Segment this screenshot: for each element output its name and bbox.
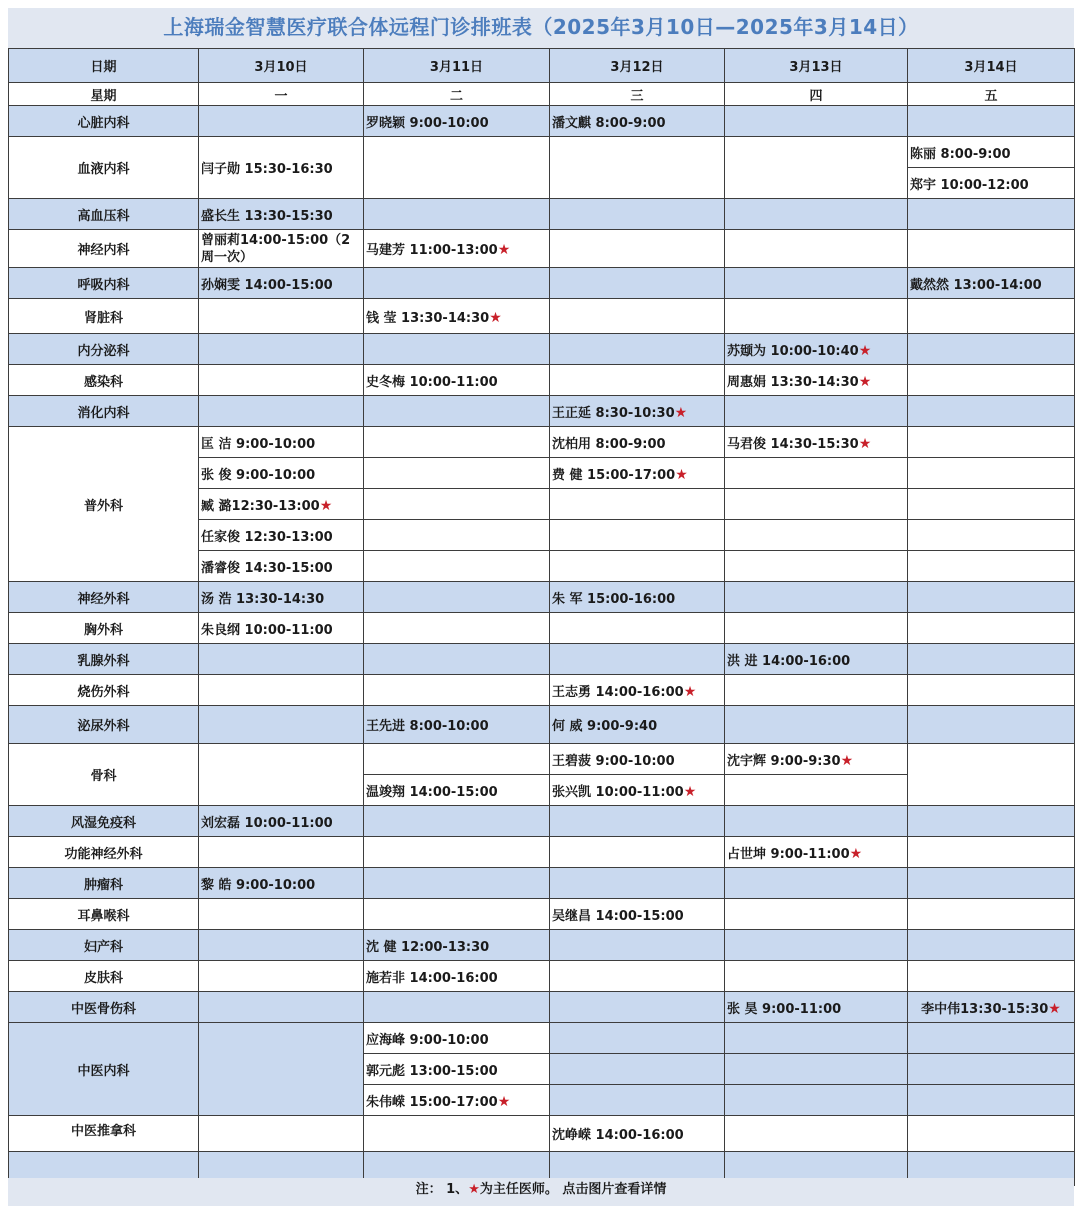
doctor-slot: 臧 潞12:30-13:00 xyxy=(201,498,320,514)
table-row xyxy=(9,961,1075,992)
schedule-cell xyxy=(364,489,550,520)
table-row xyxy=(9,930,1075,961)
schedule-cell xyxy=(725,837,908,868)
star-icon: ★ xyxy=(675,466,688,483)
doctor-slot: 马君俊 14:30-15:30 xyxy=(727,436,859,452)
schedule-cell xyxy=(908,365,1075,396)
table-row xyxy=(9,744,1075,775)
schedule-cell xyxy=(908,489,1075,520)
schedule-cell xyxy=(908,520,1075,551)
schedule-cell xyxy=(725,775,908,806)
doctor-slot: 温竣翔 14:00-15:00 xyxy=(366,784,498,800)
dept-name: 胸外科 xyxy=(9,613,199,644)
schedule-cell xyxy=(364,806,550,837)
schedule-cell xyxy=(908,334,1075,365)
schedule-cell xyxy=(364,1116,550,1152)
schedule-cell xyxy=(364,644,550,675)
schedule-cell xyxy=(550,930,725,961)
table-row xyxy=(9,199,1075,230)
schedule-cell xyxy=(908,930,1075,961)
schedule-cell xyxy=(725,868,908,899)
table-row xyxy=(9,899,1075,930)
schedule-cell xyxy=(725,520,908,551)
schedule-cell xyxy=(199,106,364,137)
doctor-slot: 施若非 14:00-16:00 xyxy=(366,970,498,986)
star-icon: ★ xyxy=(674,404,688,421)
schedule-cell xyxy=(199,551,364,582)
schedule-cell xyxy=(725,299,908,334)
schedule-cell xyxy=(725,365,908,396)
schedule-cell xyxy=(550,334,725,365)
schedule-cell xyxy=(725,1085,908,1116)
note-prefix: 注： 1、 xyxy=(415,1182,469,1197)
schedule-cell xyxy=(550,644,725,675)
schedule-cell xyxy=(199,930,364,961)
schedule-cell xyxy=(550,365,725,396)
schedule-cell xyxy=(199,644,364,675)
schedule-cell xyxy=(364,868,550,899)
star-icon: ★ xyxy=(683,683,697,700)
schedule-cell xyxy=(199,458,364,489)
schedule-cell xyxy=(199,961,364,992)
schedule-cell xyxy=(725,613,908,644)
schedule-cell xyxy=(908,396,1075,427)
schedule-cell xyxy=(908,582,1075,613)
star-icon: ★ xyxy=(468,1182,480,1197)
schedule-cell xyxy=(364,427,550,458)
table-row xyxy=(9,106,1075,137)
schedule-cell xyxy=(199,230,364,268)
table-row xyxy=(9,230,1075,268)
date-header-label: 日期 xyxy=(9,49,199,83)
schedule-cell xyxy=(199,137,364,199)
schedule-cell xyxy=(550,1116,725,1152)
table-row xyxy=(9,1116,1075,1152)
schedule-cell xyxy=(725,230,908,268)
schedule-cell xyxy=(908,106,1075,137)
table-row xyxy=(9,582,1075,613)
schedule-cell xyxy=(550,230,725,268)
table-row xyxy=(9,299,1075,334)
table-row xyxy=(9,427,1075,458)
schedule-cell xyxy=(725,1116,908,1152)
schedule-cell xyxy=(364,744,550,775)
table-row xyxy=(9,137,1075,168)
doctor-slot: 闫子勋 15:30-16:30 xyxy=(201,162,333,177)
schedule-cell xyxy=(908,299,1075,334)
header-row-dates xyxy=(9,49,1075,83)
schedule-cell xyxy=(908,458,1075,489)
schedule-cell xyxy=(725,899,908,930)
schedule-cell xyxy=(550,396,725,427)
schedule-cell xyxy=(550,137,725,199)
doctor-slot: 王志勇 14:00-16:00 xyxy=(552,684,684,700)
schedule-cell xyxy=(550,837,725,868)
doctor-slot: 郑宇 10:00-12:00 xyxy=(910,177,1029,193)
schedule-cell xyxy=(199,299,364,334)
doctor-slot: 黎 皓 9:00-10:00 xyxy=(201,877,316,893)
doctor-slot: 潘睿俊 14:30-15:00 xyxy=(201,560,333,576)
schedule-table xyxy=(8,48,1075,1186)
schedule-cell xyxy=(199,365,364,396)
star-icon: ★ xyxy=(858,435,872,452)
doctor-slot: 王正延 8:30-10:30 xyxy=(552,405,675,421)
doctor-slot: 王先进 8:00-10:00 xyxy=(366,719,489,734)
doctor-slot: 曾丽莉14:00-15:00（2周一次） xyxy=(201,232,351,265)
schedule-cell xyxy=(908,675,1075,706)
date-thu: 3月13日 xyxy=(725,49,908,83)
schedule-cell xyxy=(725,1023,908,1054)
dept-name: 风湿免疫科 xyxy=(9,806,199,837)
schedule-cell xyxy=(725,427,908,458)
doctor-slot: 陈丽 8:00-9:00 xyxy=(910,146,1011,162)
schedule-cell xyxy=(908,1023,1075,1054)
schedule-cell xyxy=(550,427,725,458)
schedule-cell xyxy=(364,334,550,365)
schedule-cell xyxy=(550,613,725,644)
doctor-slot: 周惠娟 13:30-14:30 xyxy=(727,374,859,390)
weekday-fri: 五 xyxy=(908,83,1075,106)
date-wed: 3月12日 xyxy=(550,49,725,83)
schedule-cell xyxy=(364,775,550,806)
table-row xyxy=(9,837,1075,868)
doctor-slot: 沈柏用 8:00-9:00 xyxy=(552,436,666,452)
dept-name: 肿瘤科 xyxy=(9,868,199,899)
table-row xyxy=(9,806,1075,837)
schedule-cell xyxy=(364,299,550,334)
dept-name: 中医推拿科 xyxy=(9,1116,199,1152)
schedule-cell xyxy=(550,899,725,930)
schedule-cell xyxy=(908,961,1075,992)
doctor-slot: 戴然然 13:00-14:00 xyxy=(910,277,1042,293)
header-row-weekdays xyxy=(9,83,1075,106)
doctor-slot: 张 昊 9:00-11:00 xyxy=(727,1001,842,1017)
schedule-cell xyxy=(199,706,364,744)
schedule-cell xyxy=(550,299,725,334)
schedule-cell xyxy=(550,706,725,744)
schedule-cell xyxy=(725,806,908,837)
schedule-cell xyxy=(364,1054,550,1085)
schedule-cell xyxy=(364,458,550,489)
schedule-cell xyxy=(364,551,550,582)
schedule-cell xyxy=(908,837,1075,868)
schedule-cell xyxy=(550,775,725,806)
schedule-cell xyxy=(364,582,550,613)
doctor-slot: 王碧菠 9:00-10:00 xyxy=(552,753,675,769)
schedule-cell xyxy=(550,1085,725,1116)
doctor-slot: 任家俊 12:30-13:00 xyxy=(201,529,333,545)
schedule-cell xyxy=(550,551,725,582)
star-icon: ★ xyxy=(497,1093,511,1110)
star-icon: ★ xyxy=(319,497,333,514)
dept-name: 妇产科 xyxy=(9,930,199,961)
doctor-slot: 史冬梅 10:00-11:00 xyxy=(366,374,498,390)
date-mon: 3月10日 xyxy=(199,49,364,83)
schedule-cell xyxy=(364,675,550,706)
doctor-slot: 李中伟13:30-15:30 xyxy=(921,1001,1049,1017)
doctor-slot: 沈峥嵘 14:00-16:00 xyxy=(552,1128,684,1143)
schedule-cell xyxy=(199,675,364,706)
schedule-cell xyxy=(908,744,1075,806)
schedule-cell xyxy=(199,520,364,551)
schedule-cell xyxy=(364,137,550,199)
schedule-cell xyxy=(550,868,725,899)
schedule-cell xyxy=(908,199,1075,230)
star-icon: ★ xyxy=(489,309,502,326)
doctor-slot: 吴继昌 14:00-15:00 xyxy=(552,908,684,924)
schedule-cell xyxy=(908,1116,1075,1152)
schedule-cell xyxy=(199,837,364,868)
doctor-slot: 孙娴雯 14:00-15:00 xyxy=(201,277,333,293)
schedule-cell xyxy=(364,706,550,744)
dept-name: 耳鼻喉科 xyxy=(9,899,199,930)
schedule-cell xyxy=(908,644,1075,675)
schedule-cell xyxy=(199,613,364,644)
schedule-cell xyxy=(725,744,908,775)
schedule-cell xyxy=(725,992,908,1023)
doctor-slot: 匡 洁 9:00-10:00 xyxy=(201,436,316,452)
dept-name: 心脏内科 xyxy=(9,106,199,137)
date-tue: 3月11日 xyxy=(364,49,550,83)
doctor-slot: 苏颋为 10:00-10:40 xyxy=(727,343,859,359)
dept-name: 呼吸内科 xyxy=(9,268,199,299)
schedule-cell xyxy=(908,230,1075,268)
star-icon: ★ xyxy=(858,342,872,359)
table-row xyxy=(9,613,1075,644)
table-row xyxy=(9,992,1075,1023)
dept-name: 感染科 xyxy=(9,365,199,396)
schedule-cell xyxy=(725,551,908,582)
schedule-cell xyxy=(908,1054,1075,1085)
doctor-slot: 张兴凯 10:00-11:00 xyxy=(552,784,684,800)
table-row xyxy=(9,868,1075,899)
schedule-cell xyxy=(550,675,725,706)
schedule-cell xyxy=(908,899,1075,930)
schedule-cell xyxy=(364,930,550,961)
doctor-slot: 马建芳 11:00-13:00 xyxy=(366,243,498,258)
dept-name: 消化内科 xyxy=(9,396,199,427)
schedule-cell xyxy=(725,961,908,992)
schedule-cell xyxy=(725,706,908,744)
dept-name: 骨科 xyxy=(9,744,199,806)
schedule-cell xyxy=(725,268,908,299)
weekday-header-label: 星期 xyxy=(9,83,199,106)
schedule-cell xyxy=(364,1023,550,1054)
doctor-slot: 潘文麒 8:00-9:00 xyxy=(552,115,666,131)
schedule-cell xyxy=(550,961,725,992)
table-row xyxy=(9,644,1075,675)
schedule-cell xyxy=(725,106,908,137)
date-fri: 3月14日 xyxy=(908,49,1075,83)
schedule-cell xyxy=(908,551,1075,582)
schedule-cell xyxy=(199,744,364,806)
schedule-cell xyxy=(364,106,550,137)
schedule-cell xyxy=(199,396,364,427)
weekday-tue: 二 xyxy=(364,83,550,106)
schedule-cell xyxy=(725,644,908,675)
weekday-mon: 一 xyxy=(199,83,364,106)
schedule-cell xyxy=(550,106,725,137)
schedule-cell xyxy=(364,230,550,268)
schedule-cell xyxy=(364,1085,550,1116)
star-icon: ★ xyxy=(858,373,872,390)
dept-name: 神经内科 xyxy=(9,230,199,268)
schedule-cell xyxy=(725,458,908,489)
doctor-slot: 沈宇辉 9:00-9:30 xyxy=(727,753,841,769)
schedule-cell xyxy=(364,520,550,551)
dept-name: 皮肤科 xyxy=(9,961,199,992)
doctor-slot: 罗晓颖 9:00-10:00 xyxy=(366,115,489,131)
schedule-cell xyxy=(199,268,364,299)
schedule-cell xyxy=(908,806,1075,837)
schedule-cell xyxy=(199,1116,364,1152)
doctor-slot: 洪 进 14:00-16:00 xyxy=(727,653,851,669)
doctor-slot: 费 健 15:00-17:00 xyxy=(552,467,676,483)
table-row xyxy=(9,706,1075,744)
dept-name: 内分泌科 xyxy=(9,334,199,365)
schedule-cell xyxy=(908,268,1075,299)
schedule-cell xyxy=(908,992,1075,1023)
schedule-cell xyxy=(725,489,908,520)
dept-name: 泌尿外科 xyxy=(9,706,199,744)
dept-name: 血液内科 xyxy=(9,137,199,199)
schedule-cell xyxy=(199,334,364,365)
weekday-thu: 四 xyxy=(725,83,908,106)
schedule-cell xyxy=(550,199,725,230)
schedule-cell xyxy=(725,582,908,613)
schedule-cell xyxy=(364,268,550,299)
schedule-cell xyxy=(364,396,550,427)
schedule-cell xyxy=(908,427,1075,458)
note-text: 为主任医师。 点击图片查看详情 xyxy=(479,1182,667,1197)
dept-name: 中医内科 xyxy=(9,1023,199,1116)
schedule-cell xyxy=(550,1054,725,1085)
doctor-slot: 何 威 9:00-9:40 xyxy=(552,719,658,734)
dept-name: 高血压科 xyxy=(9,199,199,230)
table-row xyxy=(9,1023,1075,1054)
schedule-cell xyxy=(908,613,1075,644)
schedule-cell xyxy=(199,199,364,230)
schedule-cell xyxy=(550,806,725,837)
page-title: 上海瑞金智慧医疗联合体远程门诊排班表（2025年3月10日—2025年3月14日） xyxy=(8,8,1074,48)
schedule-cell xyxy=(364,199,550,230)
doctor-slot: 刘宏磊 10:00-11:00 xyxy=(201,815,333,831)
dept-name: 神经外科 xyxy=(9,582,199,613)
schedule-cell xyxy=(908,137,1075,168)
weekday-wed: 三 xyxy=(550,83,725,106)
schedule-cell xyxy=(725,396,908,427)
schedule-cell xyxy=(550,268,725,299)
schedule-cell xyxy=(908,868,1075,899)
schedule-cell xyxy=(550,992,725,1023)
schedule-cell xyxy=(199,427,364,458)
table-row xyxy=(9,365,1075,396)
schedule-cell xyxy=(908,1085,1075,1116)
schedule-cell xyxy=(199,582,364,613)
star-icon: ★ xyxy=(683,783,697,800)
doctor-slot: 朱 军 15:00-16:00 xyxy=(552,591,676,607)
schedule-cell xyxy=(725,334,908,365)
schedule-cell xyxy=(725,675,908,706)
doctor-slot: 郭元彪 13:00-15:00 xyxy=(366,1063,498,1079)
doctor-slot: 张 俊 9:00-10:00 xyxy=(201,467,316,483)
schedule-cell xyxy=(908,706,1075,744)
doctor-slot: 钱 莹 13:30-14:30 xyxy=(366,310,490,326)
schedule-cell xyxy=(199,489,364,520)
schedule-cell xyxy=(199,899,364,930)
doctor-slot: 占世坤 9:00-11:00 xyxy=(727,846,850,862)
schedule-cell xyxy=(550,520,725,551)
dept-name: 中医骨伤科 xyxy=(9,992,199,1023)
table-row xyxy=(9,675,1075,706)
schedule-cell xyxy=(364,613,550,644)
schedule-cell xyxy=(364,365,550,396)
schedule-cell xyxy=(199,806,364,837)
star-icon: ★ xyxy=(840,752,854,769)
star-icon: ★ xyxy=(497,242,511,258)
star-icon: ★ xyxy=(849,845,863,862)
dept-name: 肾脏科 xyxy=(9,299,199,334)
table-row xyxy=(9,396,1075,427)
table-row xyxy=(9,268,1075,299)
doctor-slot: 朱良纲 10:00-11:00 xyxy=(201,622,333,638)
schedule-cell xyxy=(199,1023,364,1116)
doctor-slot: 应海峰 9:00-10:00 xyxy=(366,1032,489,1048)
table-row xyxy=(9,334,1075,365)
schedule-cell xyxy=(725,1054,908,1085)
star-icon: ★ xyxy=(1048,1000,1061,1017)
schedule-cell xyxy=(550,458,725,489)
dept-name: 烧伤外科 xyxy=(9,675,199,706)
schedule-cell xyxy=(364,837,550,868)
schedule-sheet xyxy=(8,0,1074,1214)
schedule-cell xyxy=(725,199,908,230)
schedule-cell xyxy=(199,992,364,1023)
dept-name: 普外科 xyxy=(9,427,199,582)
schedule-cell xyxy=(725,137,908,199)
schedule-cell xyxy=(550,582,725,613)
footer-note xyxy=(8,1178,1074,1206)
dept-name: 功能神经外科 xyxy=(9,837,199,868)
schedule-cell xyxy=(364,992,550,1023)
schedule-cell xyxy=(364,961,550,992)
schedule-cell xyxy=(199,868,364,899)
doctor-slot: 汤 浩 13:30-14:30 xyxy=(201,591,325,607)
doctor-slot: 朱伟嵘 15:00-17:00 xyxy=(366,1094,498,1110)
schedule-cell xyxy=(364,899,550,930)
schedule-cell xyxy=(908,168,1075,199)
dept-name: 乳腺外科 xyxy=(9,644,199,675)
schedule-cell xyxy=(550,744,725,775)
doctor-slot: 沈 健 12:00-13:30 xyxy=(366,939,490,955)
doctor-slot: 盛长生 13:30-15:30 xyxy=(201,208,333,224)
schedule-cell xyxy=(725,930,908,961)
schedule-cell xyxy=(550,489,725,520)
schedule-cell xyxy=(550,1023,725,1054)
